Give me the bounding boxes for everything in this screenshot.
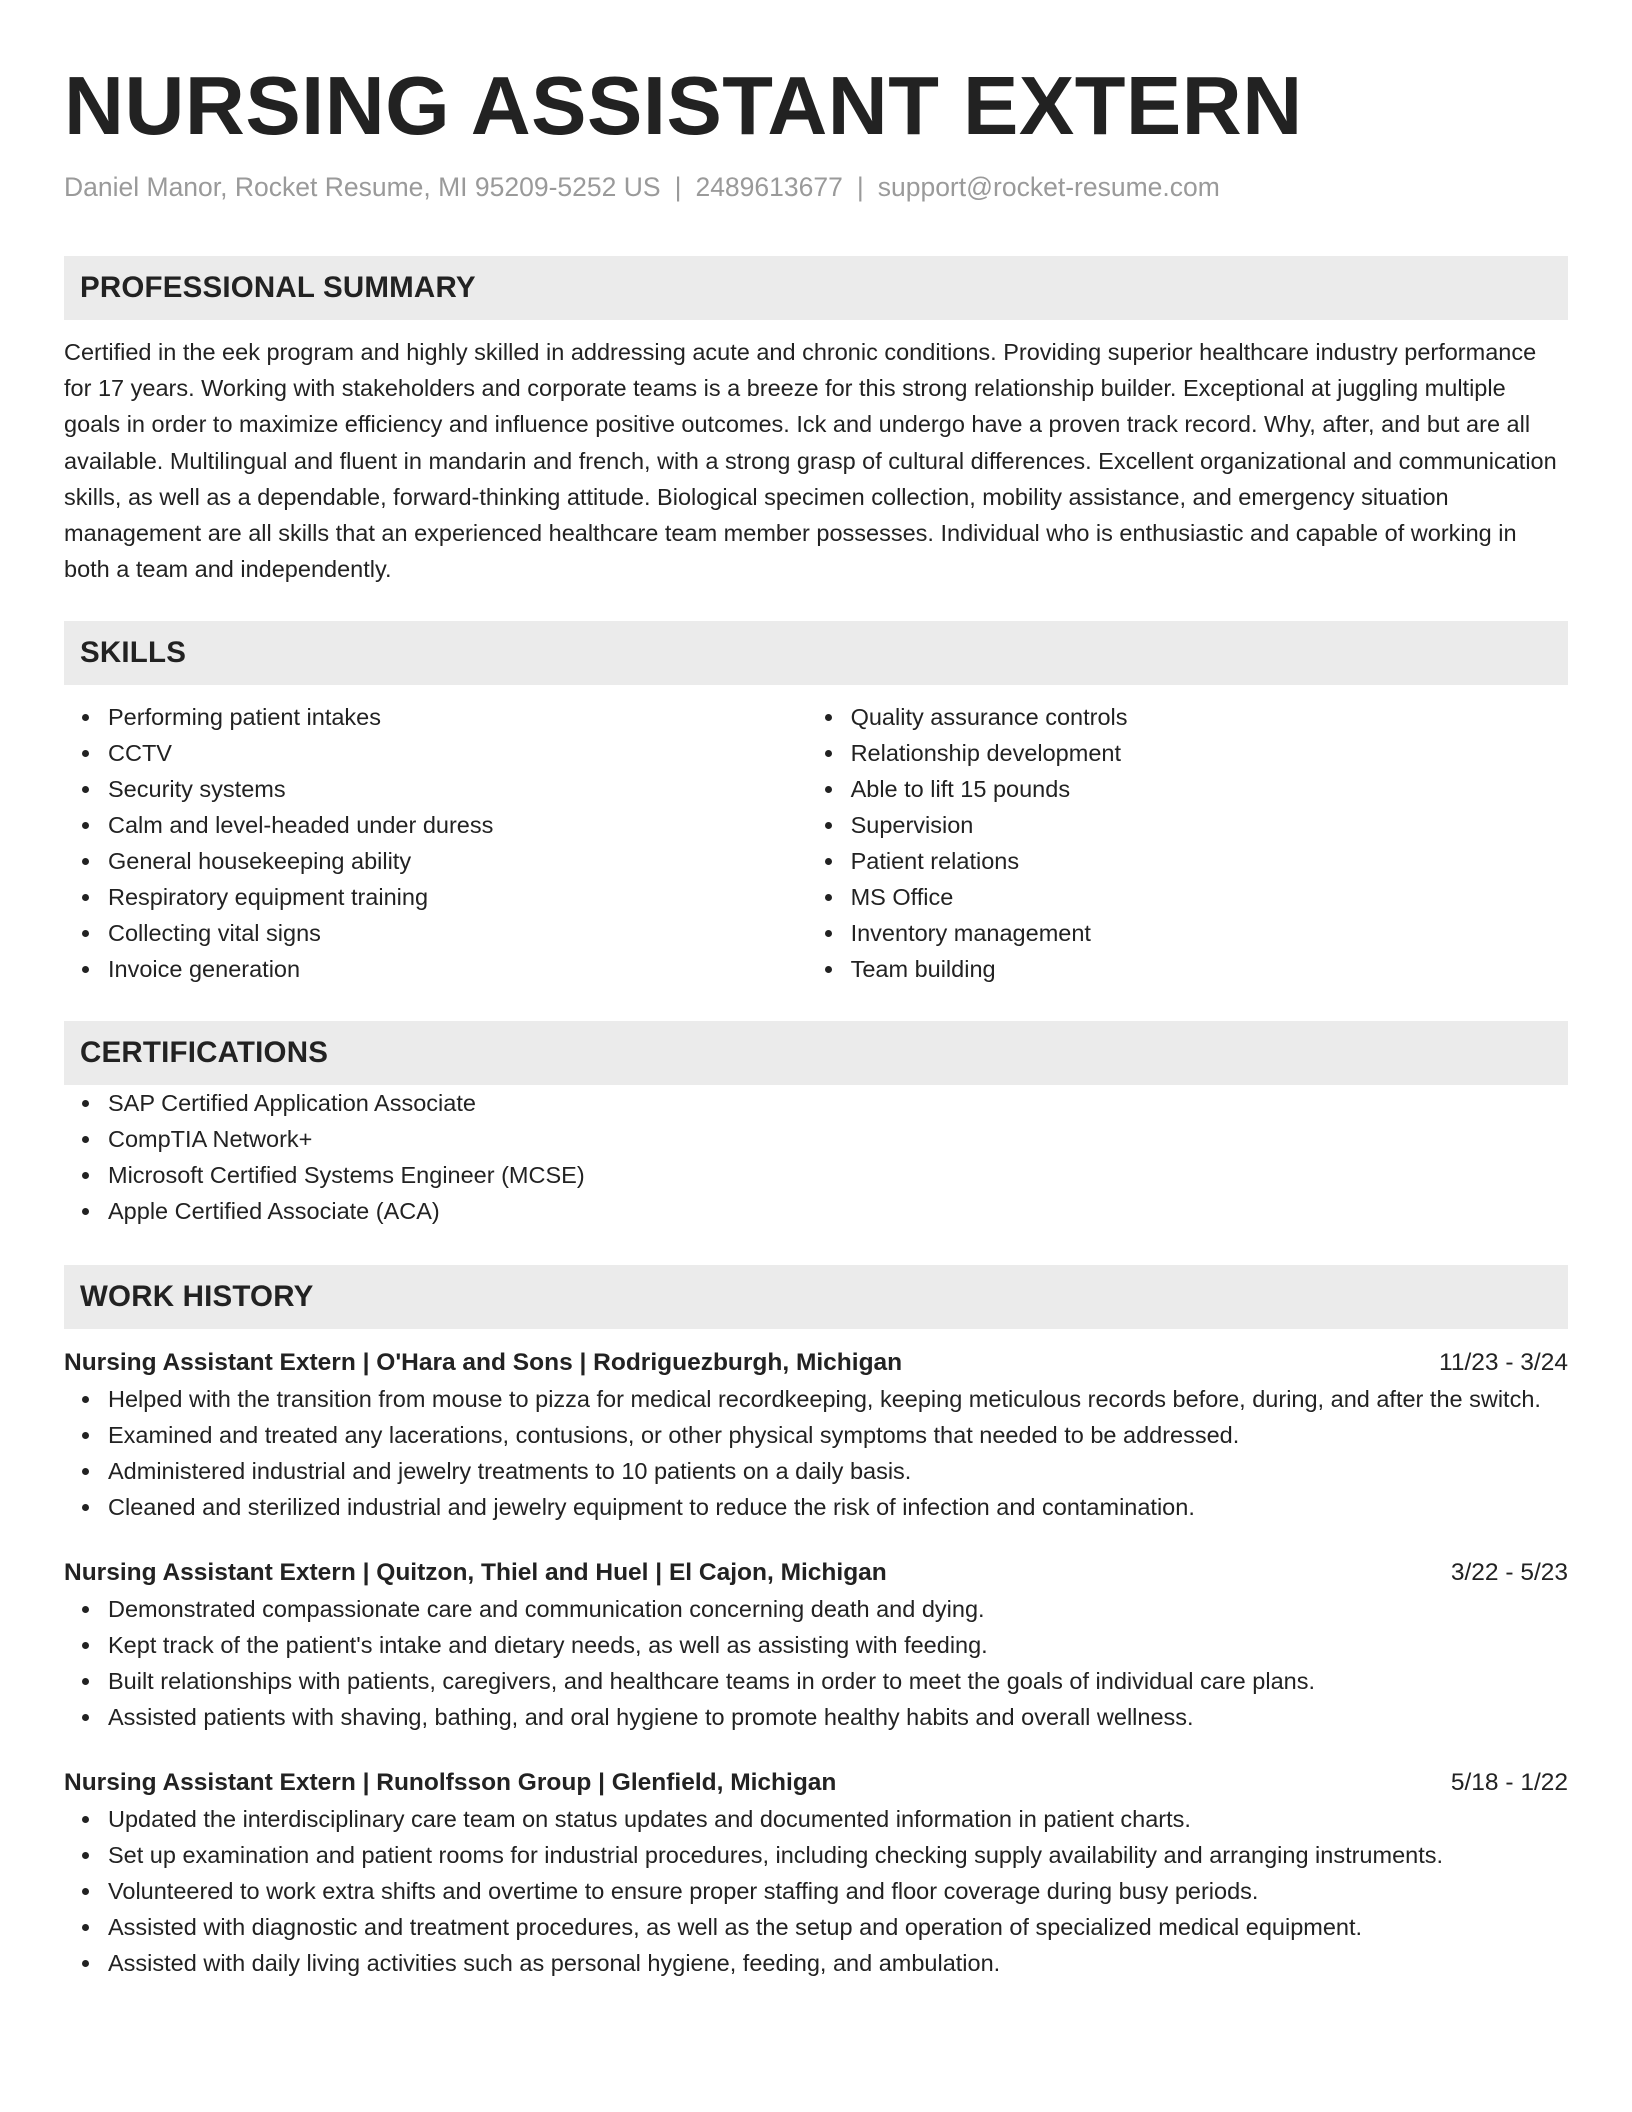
skill-item: Quality assurance controls	[851, 699, 1568, 735]
job-dates: 11/23 - 3/24	[1439, 1349, 1568, 1377]
resume-title: NURSING ASSISTANT EXTERN	[64, 59, 1303, 152]
skill-item: Performing patient intakes	[108, 699, 807, 735]
job-bullet: Administered industrial and jewelry treatments to 10 patients on a daily basis.	[108, 1453, 1568, 1489]
skill-item: Security systems	[108, 771, 807, 807]
job-bullet: Built relationships with patients, caregivers, and healthcare teams in order to meet the goals of individual care plans.	[108, 1663, 1568, 1699]
skills-column-right	[807, 699, 1568, 987]
certification-item: SAP Certified Application Associate	[108, 1085, 1568, 1121]
job-bullet: Helped with the transition from mouse to pizza for medical recordkeeping, keeping meticulous records before, during, and after the switch.	[108, 1381, 1568, 1417]
job-bullet: Set up examination and patient rooms for industrial procedures, including checking supply availability and arranging instruments.	[108, 1837, 1568, 1873]
job-bullets	[64, 1381, 1568, 1525]
skill-item: General housekeeping ability	[108, 843, 807, 879]
job-header	[64, 1345, 1568, 1381]
certification-item: CompTIA Network+	[108, 1121, 1568, 1157]
contact-email[interactable]: support@rocket-resume.com	[877, 172, 1220, 202]
job-title: Nursing Assistant Extern | O'Hara and Sons | Rodriguezburgh, Michigan	[64, 1349, 903, 1377]
skill-item: Respiratory equipment training	[108, 879, 807, 915]
job-entry	[64, 1555, 1568, 1735]
certification-item: Microsoft Certified Systems Engineer (MCSE)	[108, 1157, 1568, 1193]
job-entry	[64, 1765, 1568, 1981]
contact-address: Daniel Manor, Rocket Resume, MI 95209-5252 US	[64, 172, 661, 202]
job-dates: 5/18 - 1/22	[1450, 1769, 1568, 1797]
section-heading-work-history: WORK HISTORY	[64, 1265, 1568, 1329]
skill-item: Relationship development	[851, 735, 1568, 771]
section-heading-skills: SKILLS	[64, 621, 1568, 685]
job-dates: 3/22 - 5/23	[1450, 1559, 1568, 1587]
job-entry	[64, 1345, 1568, 1525]
section-heading-summary: PROFESSIONAL SUMMARY	[64, 256, 1568, 320]
resume-page	[64, 0, 1568, 1981]
job-header	[64, 1765, 1568, 1801]
job-bullet: Updated the interdisciplinary care team on status updates and documented information in patient charts.	[108, 1801, 1568, 1837]
skills-list	[64, 699, 1568, 987]
skill-item: Able to lift 15 pounds	[851, 771, 1568, 807]
skills-column-left	[64, 699, 807, 987]
certification-item: Apple Certified Associate (ACA)	[108, 1193, 1568, 1229]
skill-item: CCTV	[108, 735, 807, 771]
contact-phone: 2489613677	[695, 172, 843, 202]
summary-text: Certified in the eek program and highly skilled in addressing acute and chronic conditions. Providing superior healthcare industry performance for 17 years. Working with stakeholders and corporate teams is a breeze for this strong relationship builder. Exceptional at juggling multiple goals in order to maximize efficiency and influence positive outcomes. Ick and undergo have a proven track record. Why, after, and but are all available. Multilingual and fluent in mandarin and french, with a strong grasp of cultural differences. Excellent organizational and communication skills, as well as a dependable, forward-thinking attitude. Biological specimen collection, mobility assistance, and emergency situation management are all skills that an experienced healthcare team member possesses. Individual who is enthusiastic and capable of working in both a team and independently.	[64, 339, 1557, 583]
job-bullets	[64, 1801, 1568, 1981]
contact-separator: |	[674, 172, 682, 202]
section-heading-certifications: CERTIFICATIONS	[64, 1021, 1568, 1085]
job-bullet: Demonstrated compassionate care and communication concerning death and dying.	[108, 1591, 1568, 1627]
certifications-list	[64, 1085, 1568, 1229]
skill-item: Patient relations	[851, 843, 1568, 879]
skill-item: Supervision	[851, 807, 1568, 843]
contact-separator: |	[856, 172, 864, 202]
job-bullet: Kept track of the patient's intake and dietary needs, as well as assisting with feeding.	[108, 1627, 1568, 1663]
job-bullets	[64, 1591, 1568, 1735]
job-title: Nursing Assistant Extern | Runolfsson Group | Glenfield, Michigan	[64, 1769, 837, 1797]
job-bullet: Volunteered to work extra shifts and overtime to ensure proper staffing and floor coverage during busy periods.	[108, 1873, 1568, 1909]
skill-item: Calm and level-headed under duress	[108, 807, 807, 843]
job-bullet: Assisted with daily living activities such as personal hygiene, feeding, and ambulation.	[108, 1945, 1568, 1981]
skill-item: MS Office	[851, 879, 1568, 915]
skill-item: Inventory management	[851, 915, 1568, 951]
job-bullet: Assisted patients with shaving, bathing, and oral hygiene to promote healthy habits and overall wellness.	[108, 1699, 1568, 1735]
job-bullet: Assisted with diagnostic and treatment procedures, as well as the setup and operation of specialized medical equipment.	[108, 1909, 1568, 1945]
skill-item: Invoice generation	[108, 951, 807, 987]
job-header	[64, 1555, 1568, 1591]
job-bullet: Cleaned and sterilized industrial and jewelry equipment to reduce the risk of infection and contamination.	[108, 1489, 1568, 1525]
job-title: Nursing Assistant Extern | Quitzon, Thiel and Huel | El Cajon, Michigan	[64, 1559, 887, 1587]
contact-line	[64, 170, 1568, 204]
job-bullet: Examined and treated any lacerations, contusions, or other physical symptoms that needed to be addressed.	[108, 1417, 1568, 1453]
skill-item: Collecting vital signs	[108, 915, 807, 951]
skill-item: Team building	[851, 951, 1568, 987]
